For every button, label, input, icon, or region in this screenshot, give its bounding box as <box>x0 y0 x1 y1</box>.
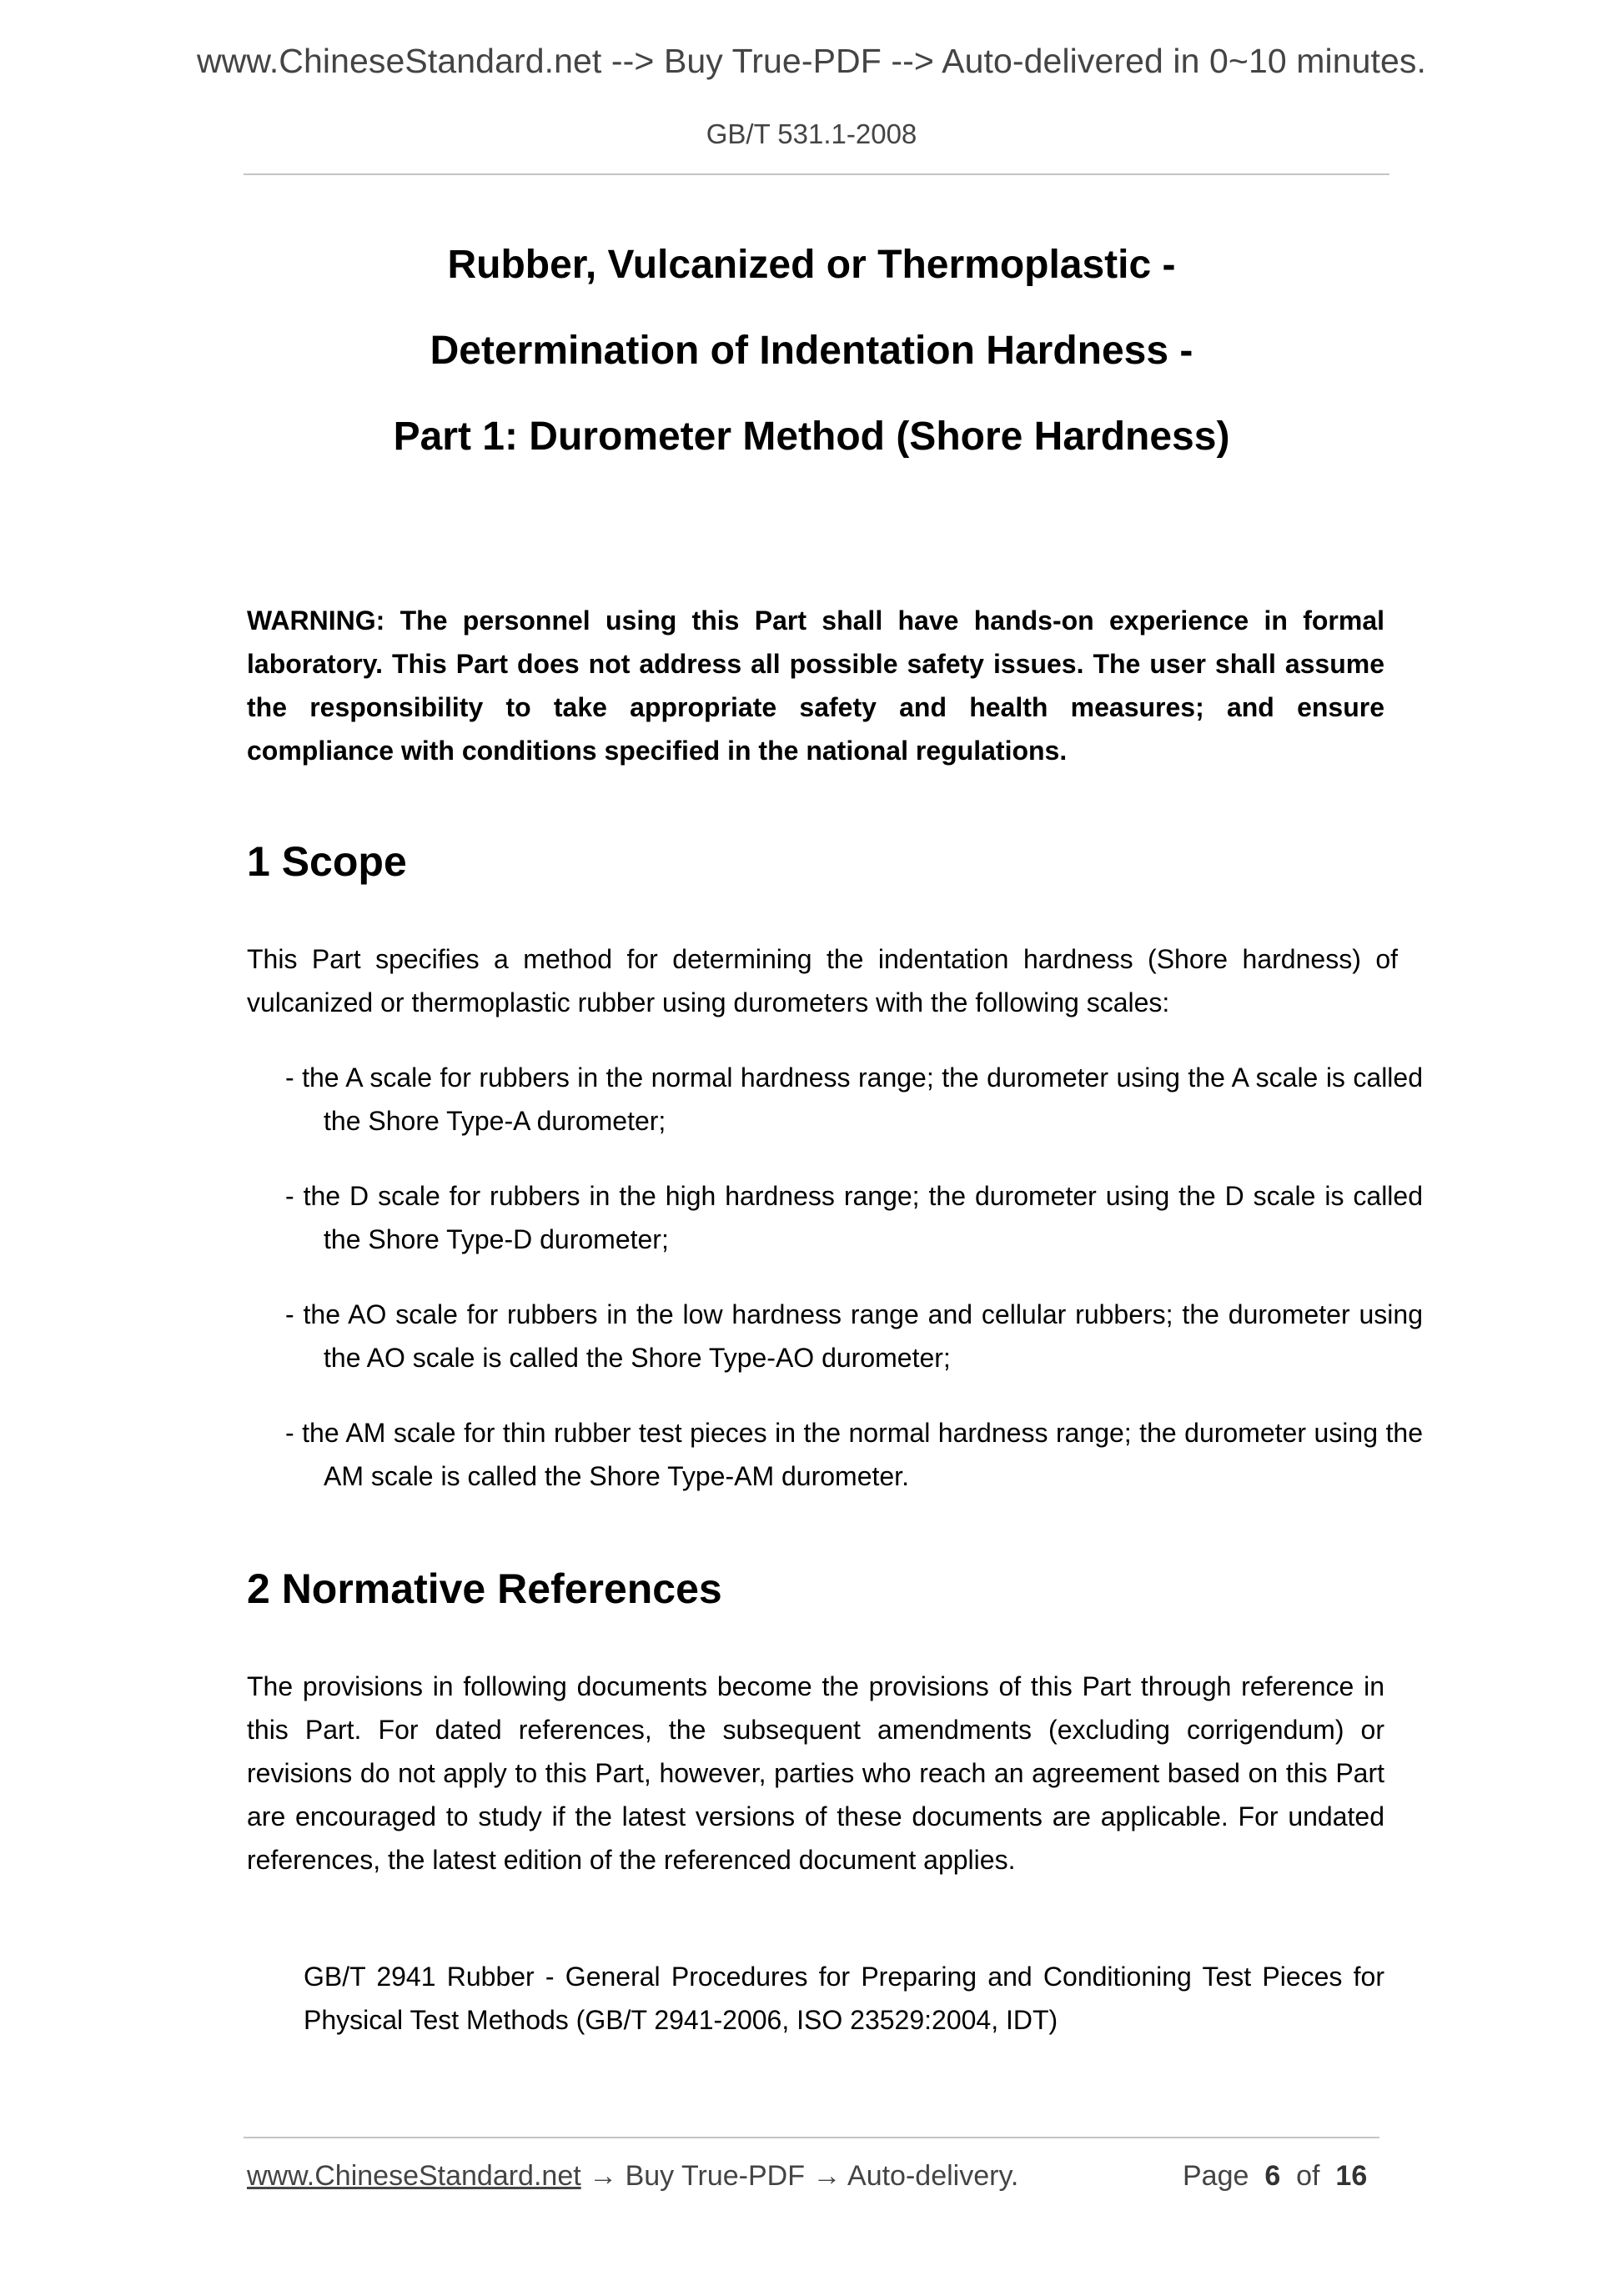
page-of-label: of <box>1296 2160 1320 2192</box>
normative-intro: The provisions in following documents become the provisions of this Part through reference in this Part. For dated references, the subsequent amendments (excluding corrigendum) or revisions do not apply to this Part, however, parties who reach an agreement based on this Part are encouraged to study if the latest versions of these documents are applicable. For undated references, the latest edition of the referenced document applies. <box>247 1671 1384 1875</box>
scope-item-d: - the D scale for rubbers in the high hardness range; the durometer using the D scale is called the Shore Type-D durometer; <box>285 1181 1423 1254</box>
scope-item-am: - the AM scale for thin rubber test pieces in the normal hardness range; the durometer using the AM scale is called the Shore Type-AM durometer. <box>285 1418 1423 1491</box>
page-indicator <box>1183 2160 1367 2193</box>
top-banner: www.ChineseStandard.net --> Buy True-PDF --> Auto-delivered in 0~10 minutes. <box>196 42 1427 80</box>
title-line-3: Part 1: Durometer Method (Shore Hardness) <box>393 414 1230 459</box>
footer-links <box>247 2160 1018 2193</box>
header-divider <box>244 173 1389 175</box>
section-heading-scope: 1 Scope <box>247 838 407 885</box>
page-current: 6 <box>1264 2160 1281 2192</box>
arrow-right-icon: → <box>812 2160 842 2192</box>
page-total: 16 <box>1335 2160 1368 2192</box>
scope-item-ao: - the AO scale for rubbers in the low hardness range and cellular rubbers; the durometer using the AO scale is called the Shore Type-AO durometer; <box>285 1299 1423 1373</box>
title-line-2: Determination of Indentation Hardness - <box>430 329 1193 373</box>
normative-reference-item: GB/T 2941 Rubber - General Procedures for Preparing and Conditioning Test Pieces for Physical Test Methods (GB/T 2941-2006, ISO 23529:2004, IDT) <box>304 1962 1384 2035</box>
page-label: Page <box>1183 2160 1249 2192</box>
section-heading-normative-references: 2 Normative References <box>247 1565 722 1612</box>
scope-intro: This Part specifies a method for determining the indentation hardness (Shore hardness) of vulcanized or thermoplastic rubber using durometers with the following scales: <box>247 944 1398 1017</box>
footer-delivery-text: Auto-delivery. <box>847 2160 1019 2192</box>
document-code: GB/T 531.1-2008 <box>706 118 917 149</box>
warning-paragraph: WARNING: The personnel using this Part shall have hands-on experience in formal laboratory. This Part does not address all possible safety issues. The user shall assume the responsibility to take appropriate safety and health measures; and ensure compliance with conditions specified in the national regulations. <box>247 605 1384 766</box>
footer-divider <box>244 2137 1379 2138</box>
title-line-1: Rubber, Vulcanized or Thermoplastic - <box>447 243 1176 287</box>
footer-buy-link: Buy True-PDF <box>625 2160 805 2192</box>
scope-item-a: - the A scale for rubbers in the normal hardness range; the durometer using the A scale is called the Shore Type-A durometer; <box>285 1063 1423 1136</box>
footer-site-link[interactable]: www.ChineseStandard.net <box>247 2160 581 2192</box>
arrow-right-icon: → <box>589 2160 618 2192</box>
